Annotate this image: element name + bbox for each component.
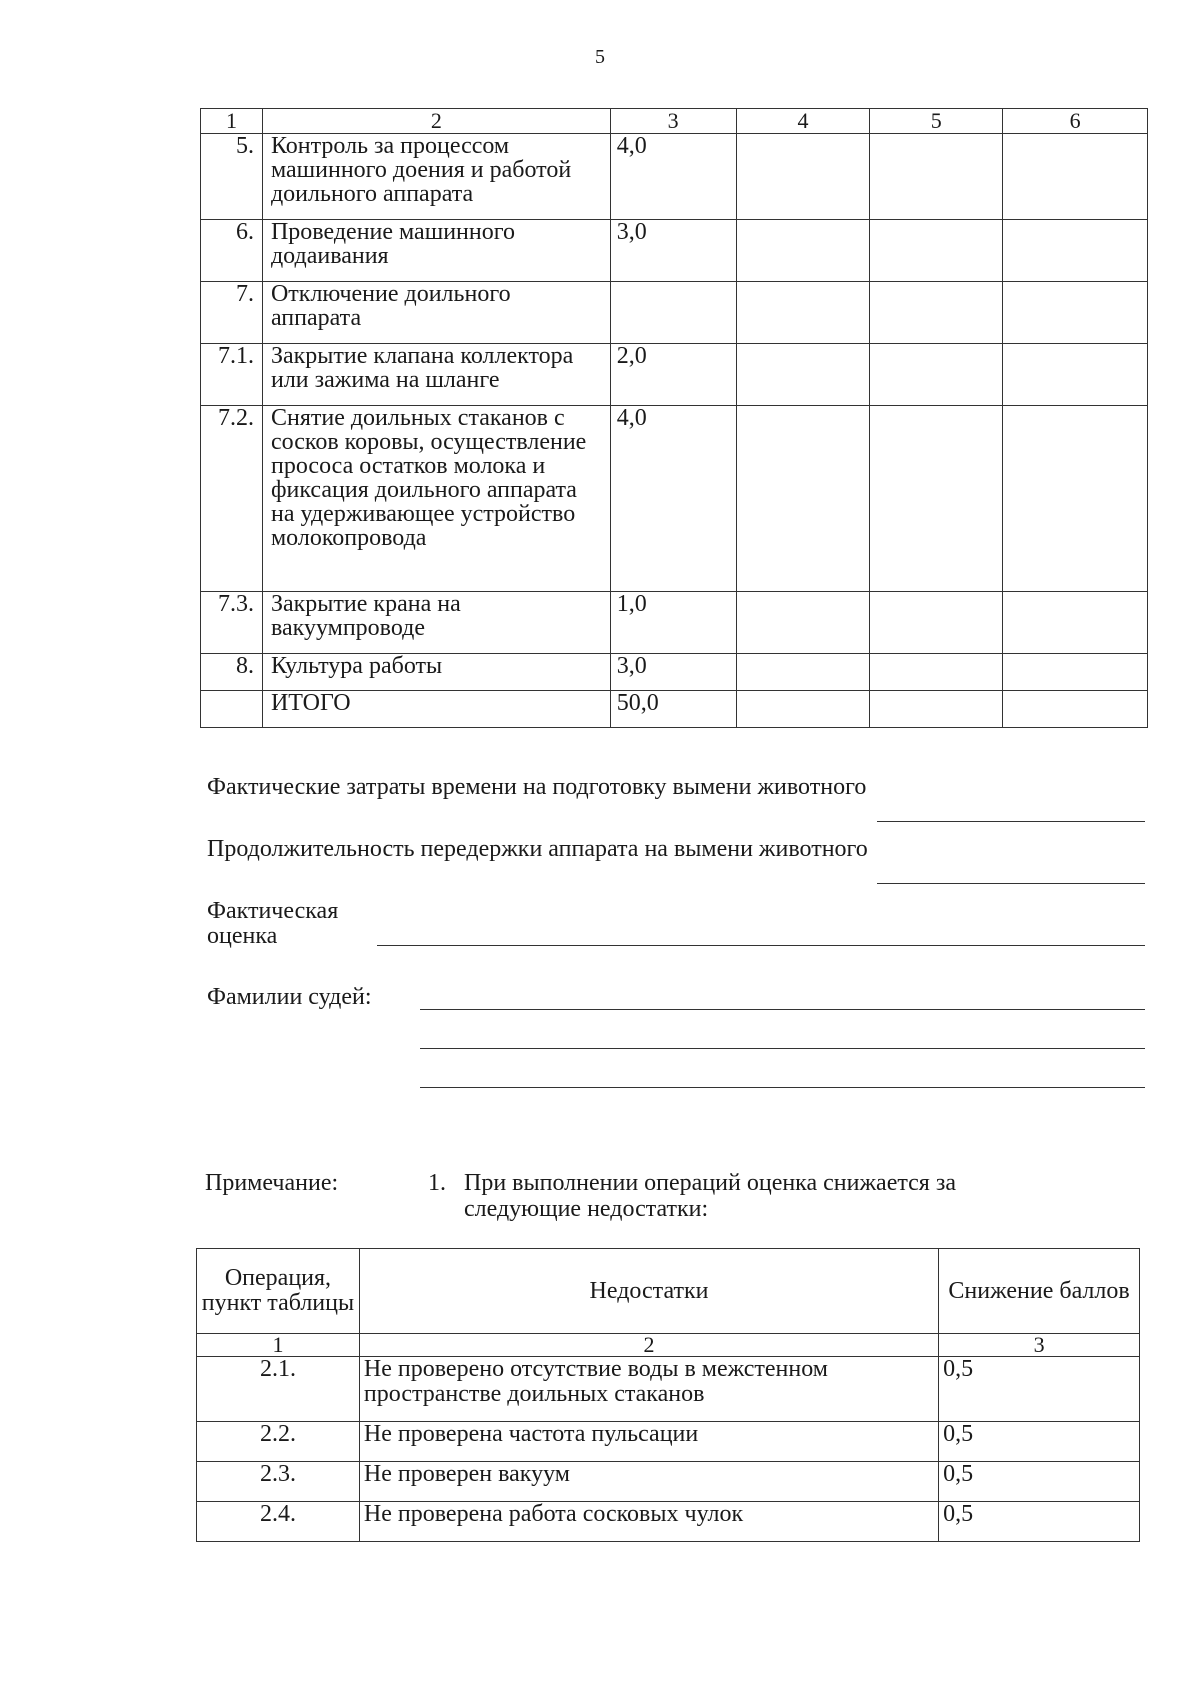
empty-cell bbox=[1003, 691, 1148, 728]
empty-cell bbox=[736, 654, 870, 691]
row-score: 2,0 bbox=[610, 344, 736, 406]
deficiency-table bbox=[196, 1248, 1140, 1542]
operation-cell: 2.1. bbox=[197, 1357, 360, 1422]
empty-cell bbox=[1003, 654, 1148, 691]
note-text: При выполнении операций оценка снижается за следующие недостатки: bbox=[464, 1170, 956, 1222]
empty-cell bbox=[870, 344, 1003, 406]
table-row bbox=[201, 406, 1148, 592]
table-row bbox=[201, 654, 1148, 691]
reduction-cell: 0,5 bbox=[939, 1462, 1140, 1502]
reduction-cell: 0,5 bbox=[939, 1357, 1140, 1422]
empty-cell bbox=[1003, 592, 1148, 654]
table-row bbox=[201, 592, 1148, 654]
table-row bbox=[201, 282, 1148, 344]
judge-line[interactable] bbox=[420, 1048, 1145, 1049]
row-number: 5. bbox=[201, 134, 263, 220]
column-number-row bbox=[197, 1334, 1140, 1357]
column-number: 1 bbox=[197, 1334, 360, 1357]
row-score: 1,0 bbox=[610, 592, 736, 654]
operation-cell: 2.4. bbox=[197, 1502, 360, 1542]
header-deficiencies: Недостатки bbox=[359, 1249, 938, 1334]
judges-label: Фамилии судей: bbox=[207, 984, 372, 1010]
column-number: 2 bbox=[359, 1334, 938, 1357]
reduction-cell: 0,5 bbox=[939, 1422, 1140, 1462]
row-score: 4,0 bbox=[610, 406, 736, 592]
row-description: Отключение доильного аппарата bbox=[262, 282, 610, 344]
row-description: Культура работы bbox=[262, 654, 610, 691]
row-score bbox=[610, 282, 736, 344]
table-row bbox=[201, 134, 1148, 220]
row-description: Снятие доильных стаканов с сосков коровы, осуществление прососа остатков молока и фиксация доильного аппарата на удерживающее устройство молокопровода bbox=[262, 406, 610, 592]
evaluation-table bbox=[200, 108, 1148, 728]
deficiency-cell: Не проверено отсутствие воды в межстенном пространстве доильных стаканов bbox=[359, 1357, 938, 1422]
judge-line[interactable] bbox=[420, 1009, 1145, 1010]
operation-cell: 2.2. bbox=[197, 1422, 360, 1462]
row-score: 4,0 bbox=[610, 134, 736, 220]
table-row bbox=[197, 1502, 1140, 1542]
empty-cell bbox=[870, 282, 1003, 344]
empty-cell bbox=[870, 220, 1003, 282]
header-operation: Операция, пункт таблицы bbox=[197, 1249, 360, 1334]
header-cell: 4 bbox=[736, 109, 870, 134]
column-number: 3 bbox=[939, 1334, 1140, 1357]
empty-cell bbox=[736, 134, 870, 220]
total-score: 50,0 bbox=[610, 691, 736, 728]
row-number: 7.1. bbox=[201, 344, 263, 406]
row-number: 8. bbox=[201, 654, 263, 691]
empty-cell bbox=[736, 282, 870, 344]
header-cell: 2 bbox=[262, 109, 610, 134]
judge-line[interactable] bbox=[420, 1087, 1145, 1088]
row-number bbox=[201, 691, 263, 728]
reduction-cell: 0,5 bbox=[939, 1502, 1140, 1542]
deficiency-cell: Не проверен вакуум bbox=[359, 1462, 938, 1502]
empty-cell bbox=[1003, 344, 1148, 406]
row-description: Проведение машинного додаивания bbox=[262, 220, 610, 282]
row-number: 7. bbox=[201, 282, 263, 344]
empty-cell bbox=[1003, 406, 1148, 592]
time-prep-line[interactable] bbox=[877, 821, 1145, 822]
empty-cell bbox=[870, 654, 1003, 691]
empty-cell bbox=[1003, 134, 1148, 220]
actual-score-label: Фактическая оценка bbox=[207, 898, 339, 949]
page-number: 5 bbox=[595, 46, 605, 68]
note-number: 1. bbox=[428, 1170, 446, 1196]
table-header-row bbox=[197, 1249, 1140, 1334]
row-number: 6. bbox=[201, 220, 263, 282]
table-row bbox=[197, 1422, 1140, 1462]
actual-score-line[interactable] bbox=[377, 945, 1145, 946]
table-header-row bbox=[201, 109, 1148, 134]
deficiency-cell: Не проверена работа сосковых чулок bbox=[359, 1502, 938, 1542]
empty-cell bbox=[870, 592, 1003, 654]
table-row bbox=[197, 1357, 1140, 1422]
empty-cell bbox=[736, 406, 870, 592]
total-label: ИТОГО bbox=[262, 691, 610, 728]
operation-cell: 2.3. bbox=[197, 1462, 360, 1502]
overhold-line[interactable] bbox=[877, 883, 1145, 884]
header-reduction: Снижение баллов bbox=[939, 1249, 1140, 1334]
header-cell: 6 bbox=[1003, 109, 1148, 134]
row-score: 3,0 bbox=[610, 654, 736, 691]
header-cell: 3 bbox=[610, 109, 736, 134]
table-row bbox=[197, 1462, 1140, 1502]
overhold-label: Продолжительность передержки аппарата на вымени животного bbox=[207, 836, 868, 862]
header-cell: 5 bbox=[870, 109, 1003, 134]
deficiency-cell: Не проверена частота пульсации bbox=[359, 1422, 938, 1462]
empty-cell bbox=[736, 344, 870, 406]
total-row bbox=[201, 691, 1148, 728]
empty-cell bbox=[870, 691, 1003, 728]
row-description: Контроль за процессом машинного доения и работой доильного аппарата bbox=[262, 134, 610, 220]
row-score: 3,0 bbox=[610, 220, 736, 282]
row-description: Закрытие клапана коллектора или зажима на шланге bbox=[262, 344, 610, 406]
table-row bbox=[201, 220, 1148, 282]
header-cell: 1 bbox=[201, 109, 263, 134]
row-number: 7.2. bbox=[201, 406, 263, 592]
empty-cell bbox=[870, 134, 1003, 220]
empty-cell bbox=[1003, 282, 1148, 344]
table-row bbox=[201, 344, 1148, 406]
empty-cell bbox=[736, 592, 870, 654]
empty-cell bbox=[736, 220, 870, 282]
empty-cell bbox=[736, 691, 870, 728]
note-label: Примечание: bbox=[205, 1170, 339, 1196]
row-description: Закрытие крана на вакуумпроводе bbox=[262, 592, 610, 654]
empty-cell bbox=[870, 406, 1003, 592]
time-prep-label: Фактические затраты времени на подготовку вымени животного bbox=[207, 774, 867, 800]
empty-cell bbox=[1003, 220, 1148, 282]
row-number: 7.3. bbox=[201, 592, 263, 654]
